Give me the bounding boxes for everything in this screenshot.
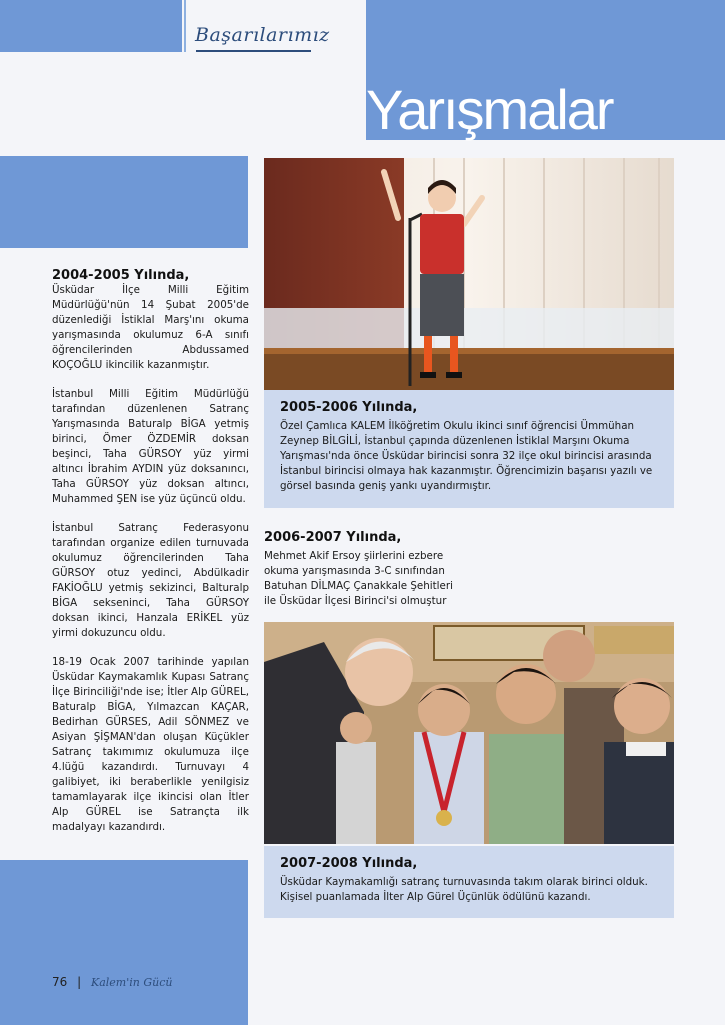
heading-2007-2008: 2007-2008 Yılında, (280, 856, 418, 871)
paragraph-3: İstanbul Satranç Federasyonu tarafından organize edilen turnuvada okulumuz öğrencilerinden Taha GÜRSOY otuz yedinci, Abdülkadir FAKİOĞLU yetmiş sekizinci, Balturalp BİGA sekseninci, Taha GÜRSOY doksan ikinci, Hanzala ERİKEL yüz yirmi dokuzuncu oldu. (52, 522, 249, 639)
photo-recitation-illustration (264, 158, 674, 390)
heading-2006-2007: 2006-2007 Yılında, (264, 530, 402, 545)
page-number: 76 (52, 975, 68, 989)
photo-medal-ceremony (264, 622, 674, 844)
text-2007-2008: Üsküdar Kaymakamlığı satranç turnuvasında takım olarak birinci olduk. Kişisel puanlamada İlter Alp Gürel Üçünlük ödülünü kazandı. (280, 876, 648, 903)
caption-box-2007-2008 (264, 846, 674, 918)
paragraph-4: 18-19 Ocak 2007 tarihinde yapılan Üsküdar Kaymakamlık Kupası Satranç İlçe Birinciliği'nde ise; İtler Alp GÜREL, Baturalp BİGA, Yılmazcan KAÇAR, Bedirhan GÜRSES, Adil SÖNMEZ ve Asiyan ŞİŞMAN'dan oluşan Küçükler Satranç takımımız okulumuza ilçe 4.lüğü kazandırdı. Turnuvayı 4 galibiyet, iki beraberlikle yenilgisiz tamamlayarak ilçe ikincisi olan İtler Alp GÜREL ise Satrançta ilk madalyayı kazandırdı. (52, 656, 249, 833)
heading-2004-2005: 2004-2005 Yılında, (52, 268, 190, 283)
photo-medal-illustration (264, 622, 674, 844)
photo-recitation-stage (264, 158, 674, 390)
footer (52, 975, 172, 989)
page-title: Yarışmalar (366, 78, 613, 141)
header-block-left (0, 0, 182, 52)
paragraph-2: İstanbul Milli Eğitim Müdürlüğü tarafından düzenlenen Satranç Yarışmasında Baturalp BİGA yetmiş birinci, Ömer ÖZDEMİR doksan beşinci, Taha GÜRSOY yüz yirmi altıncı İbrahim AYDIN yüz doksanıncı, Taha GÜRSOY yüz doksan altıncı, Muhammed ŞEN ise yüz üçüncü oldu. (52, 388, 249, 505)
magazine-brand: Kalem'in Gücü (90, 976, 173, 989)
block-2006-2007 (264, 530, 464, 609)
left-column (52, 268, 249, 849)
left-color-block-top (0, 156, 248, 248)
caption-box-2005-2006 (264, 390, 674, 508)
header-divider (184, 0, 186, 52)
text-2005-2006: Özel Çamlıca KALEM İlköğretim Okulu ikinci sınıf öğrencisi Ümmühan Zeynep BİLGİLİ, İstanbul çapında düzenlenen İstiklal Marşını Okuma Yarışması'nda önce Üsküdar birincisi sonra 32 ilçe okul birincisi arasında İstanbul birincisi olmaya hak kazanmıştır. Öğrencimizin başarısı yazılı ve görsel basında geniş yankı uyandırmıştır. (280, 420, 653, 492)
footer-separator: | (77, 975, 82, 989)
paragraph-1: Üsküdar İlçe Milli Eğitim Müdürlüğü'nün 14 Şubat 2005'de düzenlediği İstiklal Marş'ını okuma yarışmasında okulumuz 6-A sınıfı öğrencilerinden Abdussamed KOÇOĞLU ikincilik kazanmıştır. (52, 284, 249, 371)
left-color-block-bottom (0, 860, 248, 1025)
heading-2005-2006: 2005-2006 Yılında, (280, 400, 418, 415)
section-label: Başarılarımız (195, 24, 330, 46)
text-2006-2007: Mehmet Akif Ersoy şiirlerini ezbere okuma yarışmasında 3-C sınıfından Batuhan DİLMAÇ Çanakkale Şehitleri ile Üsküdar İlçesi Birinci'si olmuştur (264, 550, 453, 607)
section-label-underline (196, 50, 311, 52)
